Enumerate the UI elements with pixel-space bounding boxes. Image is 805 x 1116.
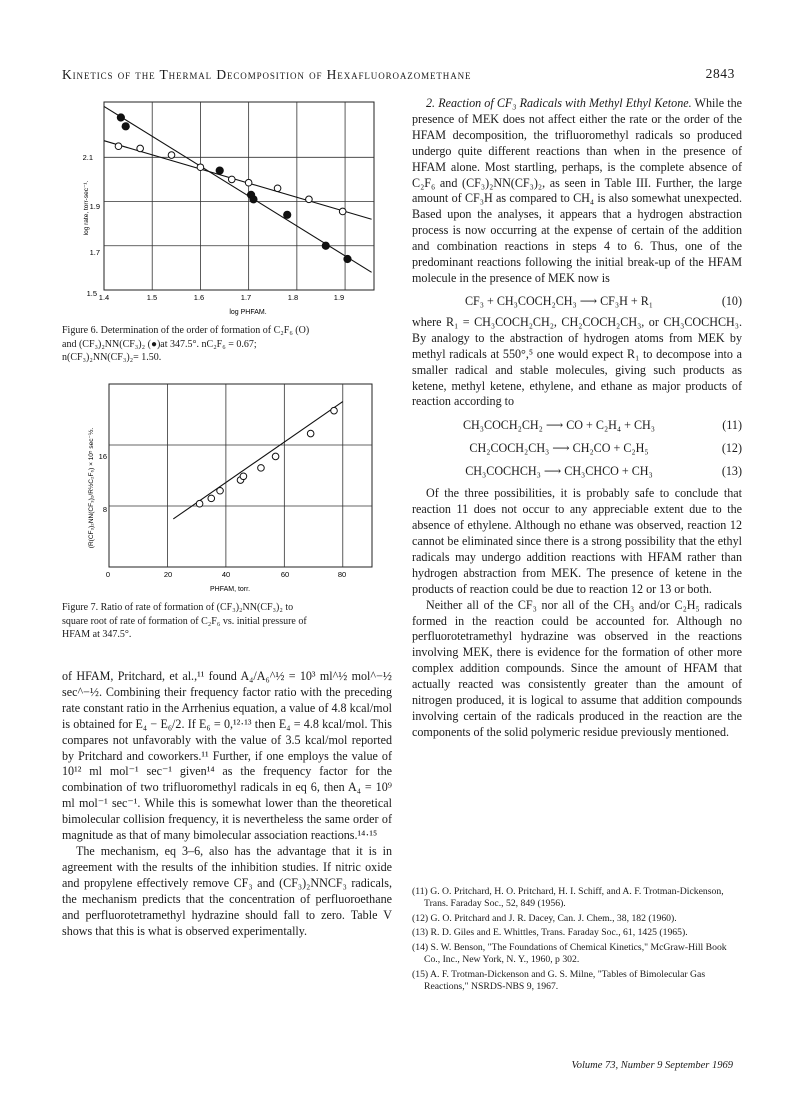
figure-7-points [196, 407, 337, 507]
figure-6-xtick-1.8: 1.8 [287, 293, 299, 302]
f7-point-s0-6 [272, 453, 279, 460]
right-paragraph-1 [412, 96, 742, 287]
figure-7-xtick-20: 20 [163, 570, 173, 579]
reference-13: (13) R. D. Giles and E. Whittles, Trans. Faraday Soc., 61, 1425 (1965). [412, 927, 688, 939]
f6-point-s0-5 [245, 179, 252, 186]
equation-10-number: (10) [721, 293, 742, 308]
f6-point-s0-2 [168, 152, 175, 159]
section-heading: 2. Reaction of CF₃ Radicals with Methyl Ethyl Ketone. [426, 96, 692, 110]
figure-7-x-label: PHFAM, torr. [209, 586, 251, 593]
figure-7-caption [62, 601, 392, 642]
figure-7-caption-line1: Figure 7. Ratio of rate of formation of (CF₃)₂NN(CF₃)₂ to [62, 602, 294, 613]
right-column-text [412, 96, 742, 741]
journal-footer: Volume 73, Number 9 September 1969 [571, 1060, 733, 1071]
equation-13-number: (13) [721, 464, 742, 479]
page-number: 2843 [705, 66, 735, 81]
f6-point-s1-6 [322, 242, 329, 249]
figure-6-caption-line3: n(CF₃)₂NN(CF₃)₂= 1.50. [62, 352, 162, 363]
figure-7-xtick-80: 80 [337, 570, 347, 579]
f6-point-s0-7 [306, 196, 313, 203]
figure-6-points [115, 114, 351, 263]
right-paragraph-2: where R₁ = CH₃COCH₂CH₂, CH₂COCH₂CH₃, or CH₃COCHCH₃. By analogy to the abstraction of hydrogen atoms from MEK by methyl radicals at 550°,⁵ one would expect R₁ to decompose into a smaller radical and stable molecules, giving such products as ketene, methyl ketene, ethylene, and ethane as major products of reaction according to [412, 314, 742, 409]
equation-10 [412, 293, 742, 309]
f7-point-s0-0 [196, 500, 203, 507]
reference-14: (14) S. W. Benson, "The Foundations of Chemical Kinetics," McGraw-Hill Book Co., Inc., New York, N. Y., 1960, p 302. [412, 942, 727, 965]
equation-11 [412, 417, 742, 433]
figure-7-ytick-8: 8 [102, 505, 107, 514]
figure-6-xtick-1.4: 1.4 [98, 293, 110, 302]
f6-point-s1-0 [117, 114, 124, 121]
figure-7-ytick-0: 0 [105, 570, 111, 579]
f6-point-s0-1 [137, 145, 144, 152]
equation-13 [412, 463, 742, 479]
f6-point-s0-6 [274, 185, 281, 192]
figure-6-y-label: log rate, torr-sec⁻¹. [83, 180, 90, 236]
f7-point-s0-8 [331, 407, 338, 414]
figure-7-y-label: (R(CF₃)₂NN(CF₃)₂/R½C₂F₆) × 10⁵ sec⁻½. [88, 427, 95, 549]
equation-12-body: CH₂COCH₂CH₃ ⟶ CH₂CO + C₂H₅ [469, 441, 649, 456]
figure-6-ytick-1.7: 1.7 [89, 248, 100, 257]
equation-10-body: CF₃ + CH₃COCH₂CH₃ ⟶ CF₃H + R₁ [464, 293, 653, 308]
f7-point-s0-2 [217, 487, 224, 494]
figure-6-xtick-1.7: 1.7 [240, 293, 252, 302]
references [412, 886, 742, 995]
figure-6-xtick-1.9: 1.9 [333, 293, 345, 302]
f6-point-s1-5 [284, 211, 291, 218]
f7-point-s0-4 [240, 473, 247, 480]
f6-plot-frame [104, 102, 374, 290]
figure-7-xtick-40: 40 [221, 570, 231, 579]
left-paragraph-1: of HFAM, Pritchard, et al.,¹¹ found A₄/A₆^½ = 10³ ml^½ mol^−½ sec^−½. Combining their frequency factor ratio with the preceding rate constant ratio in the Arrhenius equation, a value of 4.8 kcal/mol is obtained for E₄ − E₆/2. If E₆ = 0,¹²·¹³ then E₄ = 4.8 kcal/mol. This compares not unfavorably with the value of 3.5 kcal/mol reported by Pritchard and coworkers.¹¹ Further, if one employs the value of 10¹² ml mol⁻¹ sec⁻¹ given¹⁴ as the frequency factor for the combination of two trifluoromethyl radicals in eq 6, then A₄ = 10⁹ ml mol⁻¹ sec⁻¹. While this is somewhat lower than the theoretical bimolecular collision frequency, it is nevertheless the same order of magnitude as that of many bimolecular association reactions.¹⁴·¹⁵ [62, 669, 392, 843]
figure-6-grid [104, 102, 374, 290]
f7-point-s0-7 [307, 430, 314, 437]
equation-11-body: CH₃COCH₂CH₂ ⟶ CO + C₂H₄ + CH₃ [462, 418, 656, 433]
f6-point-s1-1 [122, 123, 129, 130]
reference-12: (12) G. O. Pritchard and J. R. Dacey, Can. J. Chem., 38, 182 (1960). [412, 912, 677, 924]
left-paragraph-2: The mechanism, eq 3–6, also has the advantage that it is in agreement with the results of the inhibition studies. If nitric oxide and propylene effectively remove CF₃ and (CF₃)₂NNCF₃ radicals, the mechanism predicts that the concentration of perfluoroethane and perfluorotetramethyl hydrazine should fall to zero. Table V shows that this is what is observed experimentally. [62, 843, 392, 938]
f6-point-s1-7 [344, 255, 351, 262]
figure-6-caption-line1: Figure 6. Determination of the order of formation of C₂F₆ (O) [62, 325, 310, 336]
f6-fit-line-0 [104, 141, 372, 220]
right-paragraph-1-body: While the presence of MEK does not affect either the rate or the order of the HFAM decomposition, the trifluoromethyl radicals so produced undergo quite different reactions than when in the presence of HFAM alone. Most startling, perhaps, is the complete absence of C₂F₆ and (CF₃)₂NN(CF₃)₂, as seen in Table III. Further, the large amount of CF₃H as compared to CH₄ is also somewhat unexpected. Based upon the analyses, it appears that a hydrogen abstraction process is now occurring at the expense of certain of the addition and combination reactions in steps 4 to 6. Thus, one of the predominant reactions following the initial break-up of the HFAM molecule in the presence of MEK now is [412, 96, 742, 285]
figure-6-chart [62, 98, 392, 320]
equation-12 [412, 440, 742, 456]
equation-11-number: (11) [722, 418, 742, 433]
equation-12-number: (12) [721, 441, 742, 456]
left-column-text [62, 669, 392, 939]
figure-7-ytick-16: 16 [98, 452, 107, 461]
running-title: Kinetics of the Thermal Decomposition of Hexafluoroazomethane [62, 67, 472, 82]
f7-point-s0-5 [258, 465, 265, 472]
figure-6-caption-line2: and (CF₃)₂NN(CF₃)₂ (●)at 347.5°. nC₂F₆ = 0.67; [62, 338, 257, 350]
f7-point-s0-1 [208, 495, 215, 502]
figure-6-fit-lines [104, 106, 372, 272]
f6-point-s0-3 [197, 164, 204, 171]
figure-7-xtick-60: 60 [280, 570, 290, 579]
f6-point-s0-8 [339, 208, 346, 215]
figure-6-ytick-1.5: 1.5 [86, 289, 97, 298]
figure-7-caption-line2: square root of rate of formation of C₂F₆ vs. initial pressure of [62, 615, 307, 627]
f6-point-s1-2 [216, 167, 223, 174]
figure-6-ytick-1.9: 1.9 [89, 202, 100, 211]
f6-point-s0-0 [115, 143, 122, 150]
figure-6-caption [62, 324, 392, 365]
figure-6-xtick-1.5: 1.5 [146, 293, 158, 302]
figure-6-x-label: log PHFAM. [229, 309, 267, 316]
figure-7-caption-line3: HFAM at 347.5°. [62, 629, 132, 640]
f6-point-s0-4 [228, 176, 235, 183]
figure-6-xtick-1.6: 1.6 [193, 293, 205, 302]
figure-6-ytick-2.1: 2.1 [82, 153, 93, 162]
f6-fit-line-1 [104, 106, 372, 272]
reference-15: (15) A. F. Trotman-Dickenson and G. S. Milne, "Tables of Bimolecular Gas Reactions," NSRDS-NBS 9, 1967. [412, 968, 706, 992]
equation-13-body: CH₃COCHCH₃ ⟶ CH₃CHCO + CH₃ [465, 464, 653, 479]
f6-point-s1-4 [250, 196, 257, 203]
right-paragraph-4: Neither all of the CF₃ nor all of the CH₃ and/or C₂H₅ radicals formed in the reaction could be accounted for. Although no perfluorotetramethyl hydrazine was observed in the reactions involving MEK, there is evidence for the formation of other more complex addition compounds. Since the amount of HFAM that actually reacted was consistently greater than the amount of nitrogen produced, it is logical to assume that addition compounds involving certain of the radicals produced in the reaction are the components of the solid polymeric residue previously mentioned. [412, 597, 742, 739]
figure-7-chart [62, 380, 392, 595]
reference-11: (11) G. O. Pritchard, H. O. Pritchard, H. I. Schiff, and A. F. Trotman-Dickenson, Trans. Faraday Soc., 52, 849 (1956). [412, 886, 724, 909]
right-paragraph-3: Of the three possibilities, it is probably safe to conclude that reaction 11 does not occur to any appreciable extent due to the absence of ethylene. Although no ethane was observed, reaction 12 cannot be eliminated since there is a strong possibility that the ethyl radicals may undergo addition reactions with HFAM rather than hydrogen abstraction from MEK. The presence of ketene in the products of reaction could be due to reaction 12 or 13 or both. [412, 486, 742, 596]
